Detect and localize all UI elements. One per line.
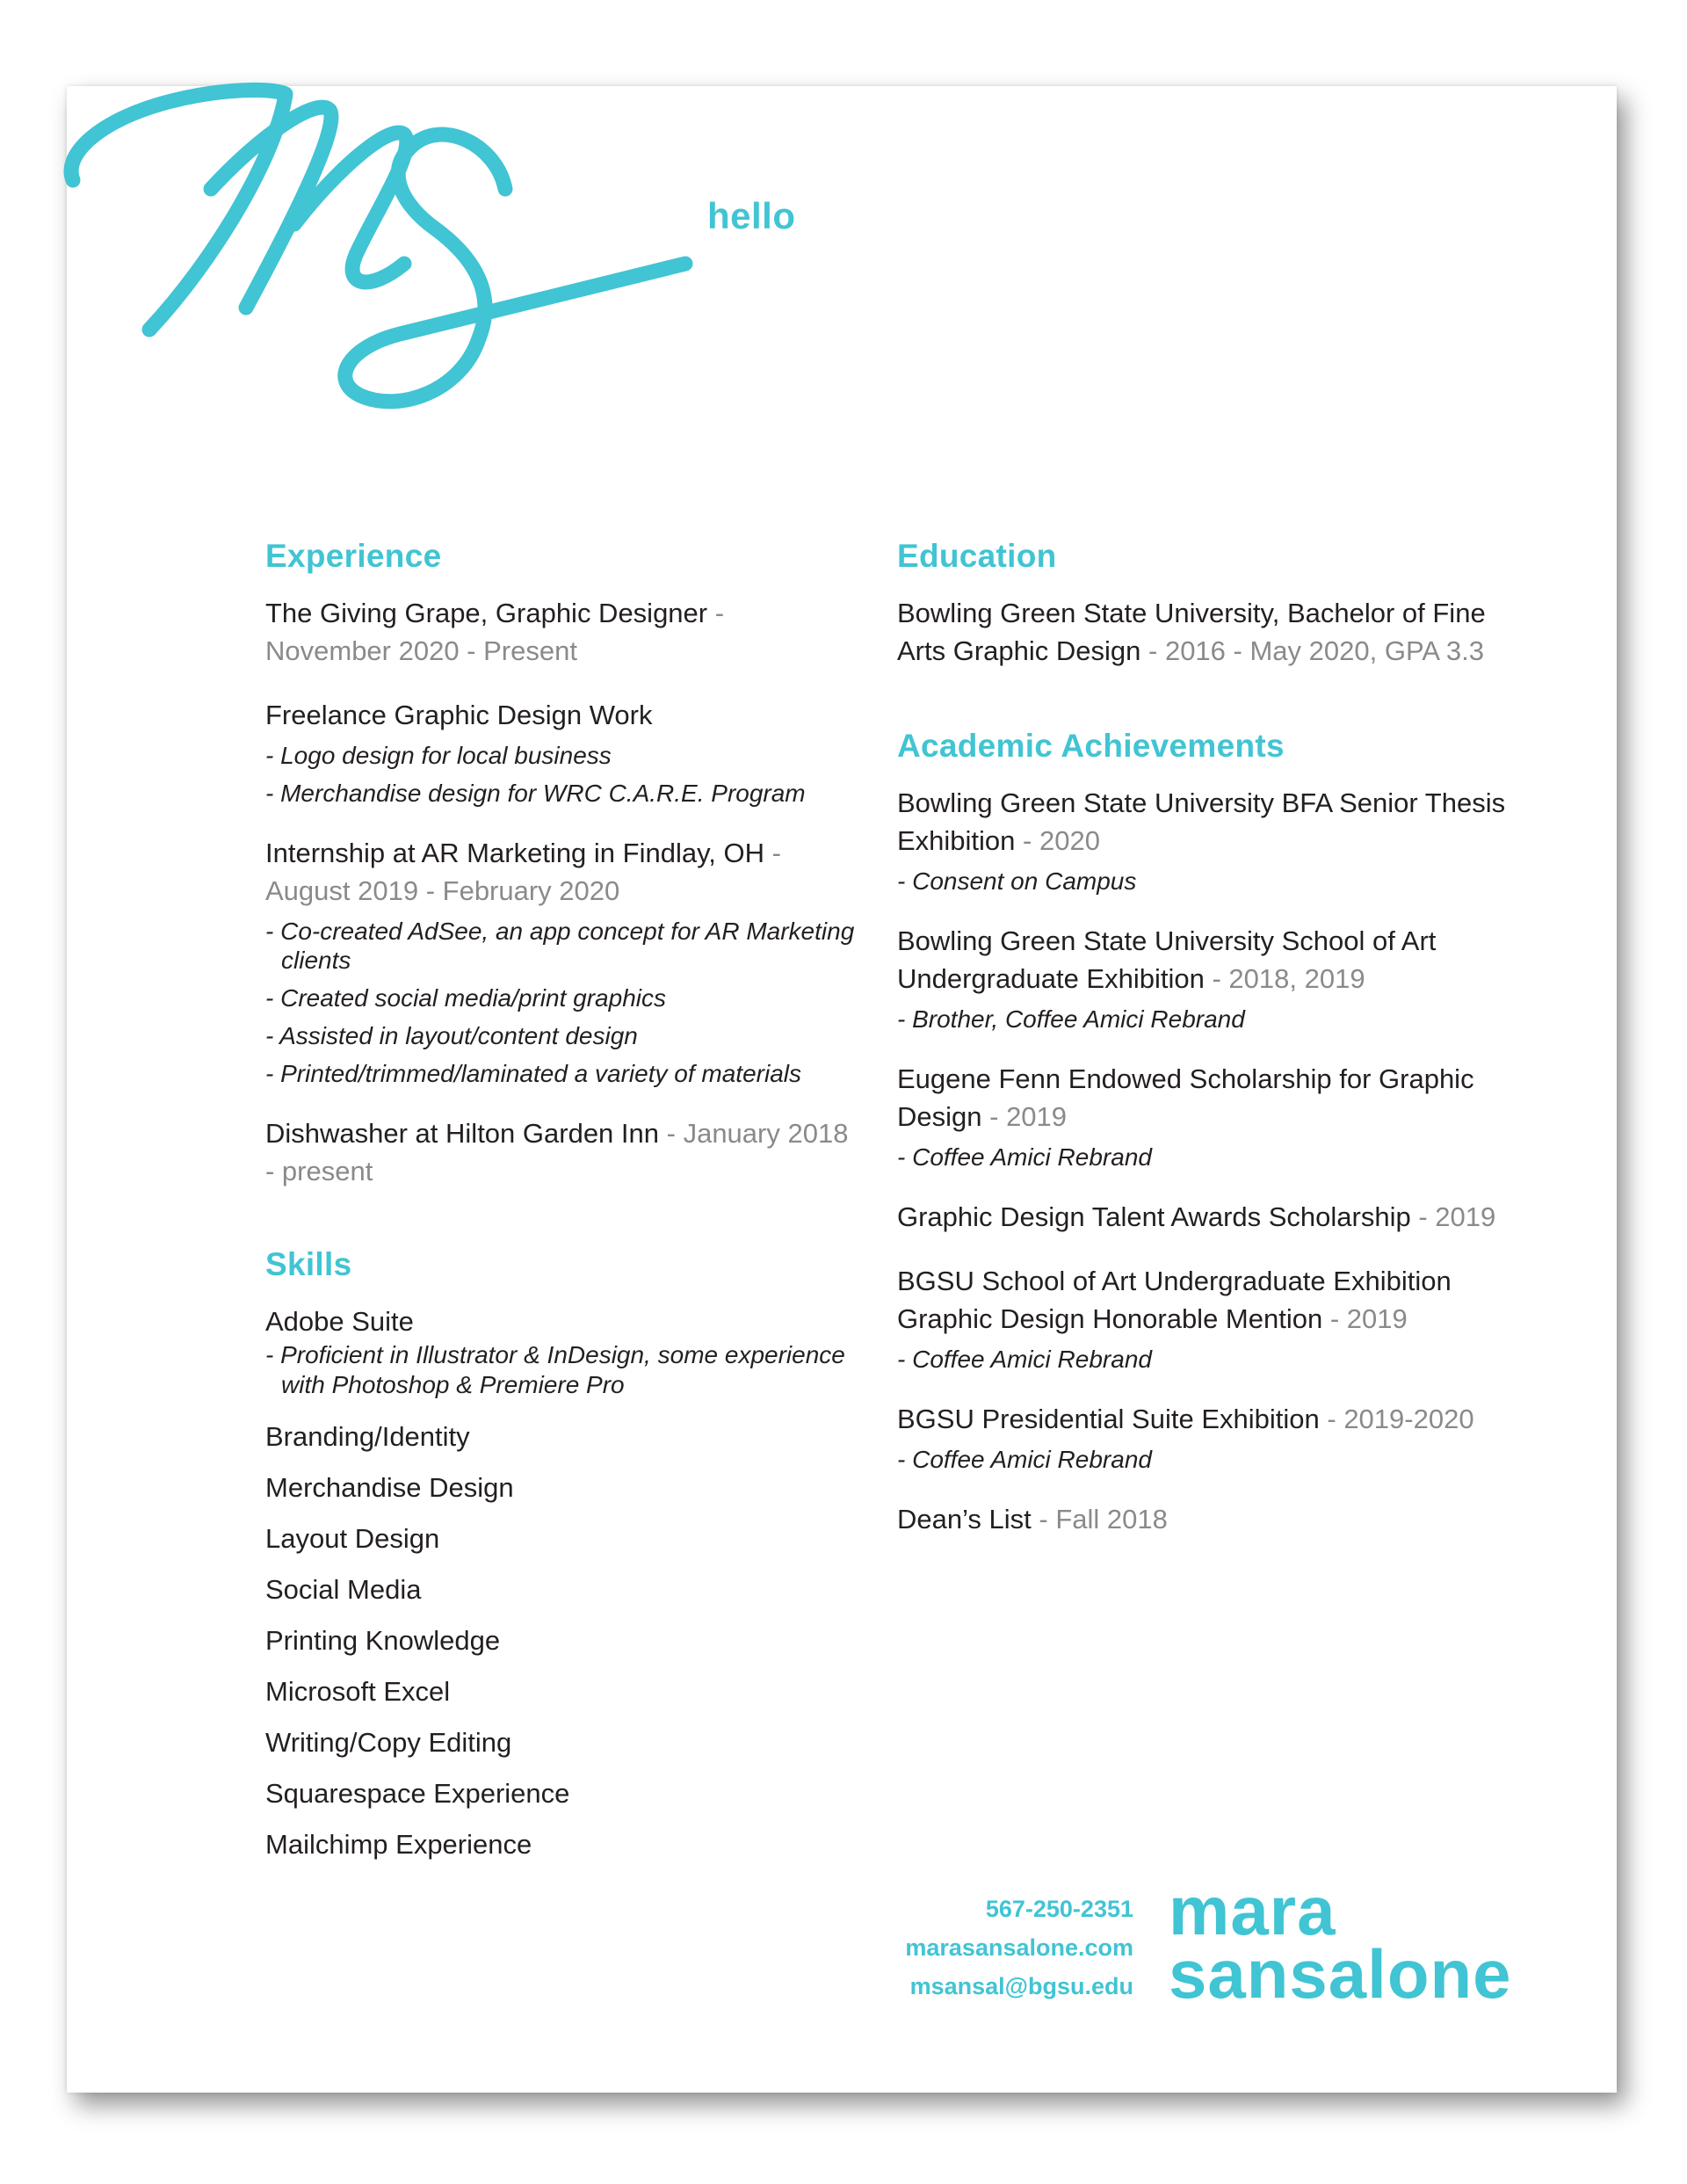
last-name: sansalone (1169, 1935, 1512, 2013)
entry-title-line (897, 594, 1530, 670)
phone-number[interactable]: 567-250-2351 (985, 1896, 1133, 1922)
entry-title: BGSU Presidential Suite Exhibition (897, 1404, 1320, 1434)
entry-separator: - (1322, 1303, 1347, 1334)
entry-bullet: - Brother, Coffee Amici Rebrand (897, 1005, 1245, 1033)
entry-separator: - (1140, 635, 1165, 666)
entry-bullet: - Printed/trimmed/laminated a variety of materials (265, 1060, 801, 1087)
entry-title: Dean’s List (897, 1504, 1032, 1535)
email-link[interactable]: msansal@bgsu.edu (909, 1973, 1133, 1999)
full-name (1169, 1872, 1512, 2013)
entry-separator: - (1204, 963, 1229, 994)
entry-title: Bowling Green State University BFA Senior Thesis Exhibition (897, 787, 1506, 856)
skill-item: Social Media (265, 1574, 422, 1605)
experience-entry (265, 834, 863, 1088)
entry-title-line (897, 922, 1530, 998)
achievement-entry (897, 1262, 1530, 1374)
skill-detail: - Proficient in Illustrator & InDesign, some experience with Photoshop & Premiere Pro (265, 1341, 845, 1398)
website-link[interactable]: marasansalone.com (905, 1934, 1133, 1961)
entry-bullet: - Coffee Amici Rebrand (897, 1143, 1152, 1171)
entry-title: Graphic Design Talent Awards Scholarship (897, 1201, 1411, 1232)
entry-date: November 2020 - Present (265, 635, 577, 666)
experience-heading: Experience (265, 538, 442, 574)
entry-title: Bowling Green State University, Bachelor of Fine Arts Graphic Design (897, 598, 1486, 666)
entry-title-line (265, 1114, 863, 1190)
achievement-entry (897, 922, 1530, 1034)
entry-date: August 2019 - February 2020 (265, 875, 620, 906)
entry-date: 2019 (1346, 1303, 1408, 1334)
skill-item: Writing/Copy Editing (265, 1727, 512, 1758)
entry-date: 2020 (1039, 825, 1100, 856)
experience-entry (265, 696, 863, 808)
entry-title-line (265, 594, 863, 670)
education-heading: Education (897, 538, 1057, 574)
achievement-entry (897, 1060, 1530, 1172)
entry-title-line (897, 1500, 1530, 1538)
entry-bullet: - Merchandise design for WRC C.A.R.E. Program (265, 780, 806, 807)
skill-item: Squarespace Experience (265, 1778, 570, 1809)
ms-monogram-logo (66, 83, 699, 453)
entry-title-line (897, 1060, 1530, 1136)
skill-item: Branding/Identity (265, 1421, 470, 1452)
entry-title: Dishwasher at Hilton Garden Inn (265, 1118, 660, 1149)
entry-bullet: - Consent on Campus (897, 867, 1137, 895)
skill-item: Microsoft Excel (265, 1676, 451, 1707)
entry-title-line (897, 1198, 1530, 1236)
entry-date: 2019 (1435, 1201, 1496, 1232)
skill-item: Merchandise Design (265, 1472, 514, 1503)
entry-bullet: - Coffee Amici Rebrand (897, 1346, 1152, 1373)
entry-bullets (265, 917, 863, 1088)
entry-bullet: - Created social media/print graphics (265, 984, 666, 1012)
entry-separator: - (1031, 1504, 1056, 1535)
experience-entry (265, 594, 863, 670)
skills-heading: Skills (265, 1246, 352, 1282)
skill-item: Adobe Suite (265, 1306, 414, 1337)
skill-item: Layout Design (265, 1523, 440, 1554)
entry-title: The Giving Grape, Graphic Designer (265, 598, 708, 628)
contact-block (905, 1890, 1133, 2006)
skill-item: Printing Knowledge (265, 1625, 501, 1656)
achievements-heading: Academic Achievements (897, 728, 1285, 764)
entry-bullets (265, 741, 863, 808)
entry-bullet: - Coffee Amici Rebrand (897, 1446, 1152, 1473)
left-column (265, 538, 863, 1876)
entry-separator: - (1015, 825, 1039, 856)
entry-date: Fall 2018 (1055, 1504, 1168, 1535)
entry-separator: - (981, 1101, 1007, 1132)
entry-date: 2018, 2019 (1228, 963, 1365, 994)
entry-separator: - (707, 598, 725, 628)
achievement-entry (897, 1400, 1530, 1474)
entry-title-line (265, 834, 863, 910)
entry-title: Eugene Fenn Endowed Scholarship for Graphic Design (897, 1063, 1474, 1132)
entry-date: January 2018 - present (265, 1118, 849, 1186)
entry-title: Internship at AR Marketing in Findlay, OH (265, 838, 765, 868)
achievement-entry (897, 1500, 1530, 1538)
entry-bullet: - Assisted in layout/content design (265, 1022, 638, 1049)
experience-entry (265, 1114, 863, 1190)
entry-separator: - (659, 1118, 684, 1149)
entry-title: Bowling Green State University School of Art Undergraduate Exhibition (897, 925, 1437, 994)
entry-title-line (897, 1400, 1530, 1438)
entry-title: BGSU School of Art Undergraduate Exhibition Graphic Design Honorable Mention (897, 1266, 1452, 1334)
education-entry (897, 594, 1530, 670)
entry-date: 2019-2020 (1343, 1404, 1474, 1434)
entry-separator: - (764, 838, 781, 868)
entry-date: 2016 - May 2020, GPA 3.3 (1164, 635, 1484, 666)
right-column (897, 538, 1530, 1564)
entry-separator: - (1410, 1201, 1436, 1232)
entry-bullet: - Logo design for local business (265, 742, 612, 769)
first-name: mara (1169, 1872, 1336, 1949)
achievement-entry (897, 784, 1530, 896)
entry-bullet: - Co-created AdSee, an app concept for AR Marketing clients (265, 918, 855, 974)
achievement-entry (897, 1198, 1530, 1236)
entry-title-line (897, 784, 1530, 860)
hello-greeting: hello (707, 195, 796, 236)
skill-item: Mailchimp Experience (265, 1829, 532, 1860)
entry-date: 2019 (1006, 1101, 1068, 1132)
entry-title: Freelance Graphic Design Work (265, 700, 653, 730)
entry-title-line (897, 1262, 1530, 1338)
entry-separator: - (1319, 1404, 1344, 1434)
